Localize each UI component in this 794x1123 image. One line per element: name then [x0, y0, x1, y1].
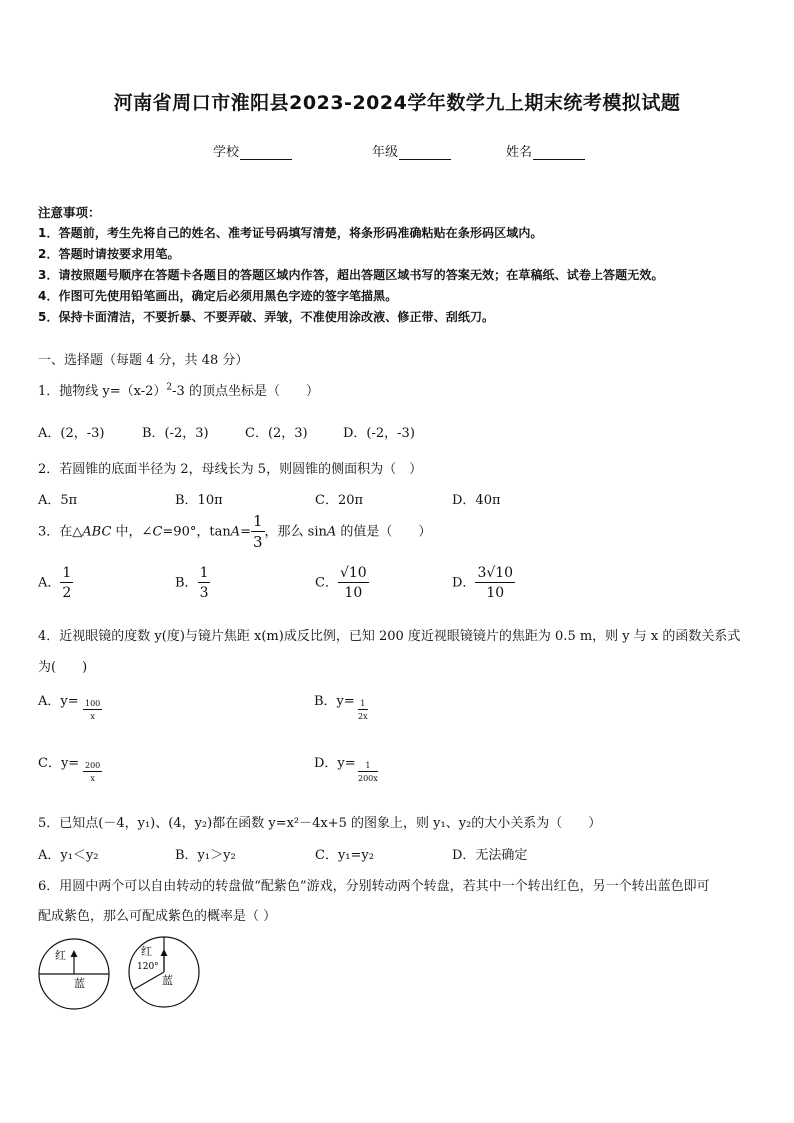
q3-option-a-label: A．	[38, 575, 61, 591]
q3-option-c-label: C．	[315, 575, 338, 591]
q3-option-a	[38, 566, 73, 600]
grade-blank	[399, 147, 451, 160]
q3-option-b-fraction	[198, 566, 211, 600]
note-item: 1．答题前，考生先将自己的姓名、准考证号码填写清楚，将条形码准确粘贴在条形码区域内。	[38, 226, 543, 240]
numerator: 3√10	[477, 565, 514, 581]
denominator: 3	[199, 585, 209, 601]
denominator: 200x	[358, 774, 378, 783]
numerator: 1	[62, 565, 72, 581]
numerator: 1	[199, 565, 209, 581]
q4-option-d-label: D．y=	[314, 756, 356, 771]
q1-exponent: 2	[166, 382, 173, 393]
q3-fraction-denominator: 3	[253, 533, 263, 551]
q4-option-a-label: A．y=	[38, 694, 79, 709]
q5-option-d: D．无法确定	[452, 848, 528, 863]
q3-option-d-label: D．	[452, 575, 476, 591]
page-title: 河南省周口市淮阳县2023-2024学年数学九上期末统考模拟试题	[113, 92, 681, 114]
q4-option-c	[38, 752, 79, 771]
q3-option-c	[315, 566, 369, 600]
fraction	[83, 700, 102, 721]
spinner-2-blue-label: 蓝	[162, 974, 173, 987]
spinner-2-divider-left	[134, 972, 164, 990]
question-4-line-2: 为( )	[38, 660, 88, 675]
q2-option-a: A．5π	[38, 493, 78, 508]
q3-text-6: 的值是（ ）	[336, 524, 432, 540]
spinner-1-blue-label: 蓝	[74, 977, 85, 990]
q1-text-pre: 1．抛物线 y=（x-2）	[38, 384, 167, 399]
q4-option-a	[38, 690, 79, 709]
q3-text-5: ，那么 sin	[264, 524, 327, 540]
school-blank	[240, 147, 292, 160]
section-heading: 一、选择题（每题 4 分，共 48 分）	[38, 353, 249, 368]
spinner-2-red-label: 红	[141, 945, 152, 958]
q3-text-1: 3．在△	[38, 524, 83, 540]
question-3	[38, 514, 431, 551]
name-blank	[533, 147, 585, 160]
numerator: 1	[358, 762, 378, 772]
denominator: x	[90, 774, 95, 783]
q3-option-b-label: B．	[175, 575, 198, 591]
numerator: 1	[358, 700, 368, 710]
q1-option-c: C．(2，3)	[245, 426, 308, 441]
denominator: 10	[344, 585, 363, 601]
q3-option-b	[175, 566, 210, 600]
question-5: 5．已知点(－4，y₁)、(4，y₂)都在函数 y=x²－4x+5 的图象上，则 y₁、y₂的大小关系为（ ）	[38, 816, 602, 831]
q3-option-d	[452, 566, 515, 600]
q3-fraction	[251, 514, 265, 550]
fraction	[358, 762, 378, 783]
spinner-1-red-label: 红	[55, 949, 66, 962]
spinner-2	[129, 937, 199, 1007]
spinner-2-angle-label: 120°	[137, 962, 159, 972]
question-6-line-1: 6．用圆中两个可以自由转动的转盘做“配紫色”游戏，分别转动两个转盘，若其中一个转出红色，另一个转出蓝色即可	[38, 879, 710, 894]
q3-angle-a-2: A	[326, 524, 337, 540]
q4-option-d-fraction	[358, 762, 378, 783]
q3-angle-c: C	[152, 524, 163, 540]
question-6-line-2: 配成紫色，那么可配成紫色的概率是（ ）	[38, 909, 277, 924]
numerator: 200	[85, 761, 101, 770]
denominator: x	[90, 712, 95, 721]
q1-option-b: B．(-2，3)	[142, 426, 209, 441]
name-label: 姓名	[506, 145, 533, 160]
q3-option-a-fraction	[60, 566, 73, 600]
grade-label: 年级	[372, 145, 399, 160]
q4-option-a-fraction	[83, 700, 102, 721]
q2-option-d: D．40π	[452, 493, 501, 508]
school-field	[213, 141, 292, 160]
q5-option-b: B．y₁＞y₂	[175, 848, 236, 863]
name-field	[506, 141, 585, 160]
question-1	[38, 380, 319, 399]
question-4-line-1: 4．近视眼镜的度数 y(度)与镜片焦距 x(m)成反比例，已知 200 度近视眼镜镜片的焦距为 0.5 m，则 y 与 x 的函数关系式	[38, 629, 741, 644]
numerator: 100	[85, 699, 101, 708]
numerator: √10	[339, 565, 367, 581]
q3-text-2: 中，∠	[111, 524, 153, 540]
q4-option-d	[314, 752, 356, 771]
q2-option-c: C．20π	[315, 493, 364, 508]
q4-option-b-label: B．y=	[314, 694, 355, 709]
note-item: 2．答题时请按要求用笔。	[38, 247, 180, 261]
q2-option-b: B．10π	[175, 493, 223, 508]
spinner-1-arrow-icon	[71, 950, 78, 957]
spinner-figure	[30, 932, 250, 1018]
q4-option-c-fraction	[83, 762, 102, 783]
denominator: 2	[62, 585, 72, 601]
denominator: 2x	[358, 712, 368, 721]
q4-option-b-fraction	[358, 700, 368, 721]
q5-option-c: C．y₁=y₂	[315, 848, 374, 863]
q3-angle-a: A	[230, 524, 241, 540]
note-item: 3．请按照题号顺序在答题卡各题目的答题区域内作答，超出答题区域书写的答案无效；在草稿纸、试卷上答题无效。	[38, 268, 664, 282]
notes-heading: 注意事项：	[38, 205, 101, 220]
q4-option-c-label: C．y=	[38, 756, 80, 771]
q3-triangle: ABC	[82, 524, 112, 540]
fraction	[358, 700, 368, 721]
q1-option-a: A．(2，-3)	[38, 426, 105, 441]
q3-option-c-fraction	[338, 566, 369, 600]
spinner-2-arrow-icon	[161, 949, 168, 956]
q5-option-a: A．y₁＜y₂	[38, 848, 99, 863]
grade-field	[372, 141, 451, 160]
q4-option-b	[314, 690, 355, 709]
q3-fraction-numerator: 1	[253, 512, 263, 530]
school-label: 学校	[213, 145, 240, 160]
q3-text-3: =90°，tan	[162, 524, 231, 540]
note-item: 4．作图可先使用铅笔画出，确定后必须用黑色字迹的签字笔描黑。	[38, 289, 398, 303]
spinner-1	[39, 939, 109, 1009]
denominator: 10	[486, 585, 505, 601]
q3-option-d-fraction	[475, 566, 515, 600]
fraction	[83, 762, 102, 783]
q1-option-d: D．(-2，-3)	[343, 426, 415, 441]
q3-text-4: =	[240, 524, 251, 540]
note-item: 5．保持卡面清洁，不要折暴、不要弄破、弄皱，不准使用涂改液、修正带、刮纸刀。	[38, 310, 495, 324]
question-2: 2．若圆锥的底面半径为 2，母线长为 5，则圆锥的侧面积为（ ）	[38, 462, 423, 477]
q1-text-post: -3 的顶点坐标是（ ）	[172, 384, 319, 399]
